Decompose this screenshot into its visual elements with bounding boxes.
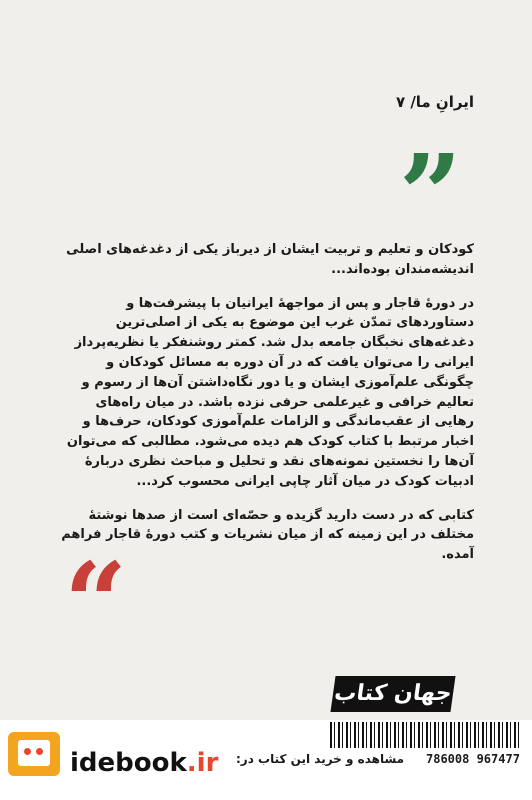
- closing-quote-mark: “: [64, 538, 128, 667]
- shop-text: مشاهده و خرید این کتاب در:: [236, 752, 405, 766]
- blurb-paragraph: کتابی که در دست دارید گزیده و حصّه‌ای است از صدها نوشتهٔ مختلف در این زمینه که از میان نشریات و کتب دورهٔ قاجار فراهم آمده.: [61, 507, 474, 563]
- blurb-paragraph: در دورهٔ قاجار و پس از مواجههٔ ایرانیان با پیشرفت‌ها و دستاوردهای تمدّن غرب این موضوع به یکی از اصلی‌ترین دغدغه‌های نخبگان جامعه بدل شد. کمتر روشنفکر یا نظریه‌پرداز ایرانی را می‌توان یافت که در آن دوره به مسائل کودکان و چگونگی علم‌آموزی ایشان و یا دور نگاه‌داشتن آن‌ها از رسوم و تعالیم خرافی و غیرعلمی حرفی نزده باشد. در میان راه‌های رهایی از عقب‌ماندگی و الزامات علم‌آموزی کودکان، حرف‌ها و اخبار مرتبط با کتاب کودک هم دیده می‌شود. مطالبی که می‌توان آن‌ها را نخستین نمونه‌های نقد و تحلیل و مباحث نظری دربارهٔ ادبیات کودک در میان آثار چاپی ایرانی محسوب کرد...: [66, 295, 474, 489]
- barcode: [330, 722, 520, 748]
- publisher-logo: جهان کتاب: [330, 676, 455, 712]
- isbn-number: 786008 967477: [426, 752, 520, 766]
- brand-tld: .ir: [186, 748, 219, 778]
- series-label: ایرانِ ما/ ۷: [395, 93, 474, 111]
- opening-quote-mark: ”: [398, 130, 462, 259]
- brand-name: idebook: [70, 748, 187, 778]
- blurb-text: [54, 240, 474, 579]
- blurb-paragraph: کودکان و تعلیم و تربیت ایشان از دیرباز یکی از دغدغه‌های اصلی اندیشه‌مندان بوده‌اند...: [66, 242, 474, 277]
- book-icon: [18, 740, 50, 766]
- idebook-logo-icon[interactable]: [8, 732, 60, 776]
- idebook-brand-link[interactable]: [70, 748, 218, 778]
